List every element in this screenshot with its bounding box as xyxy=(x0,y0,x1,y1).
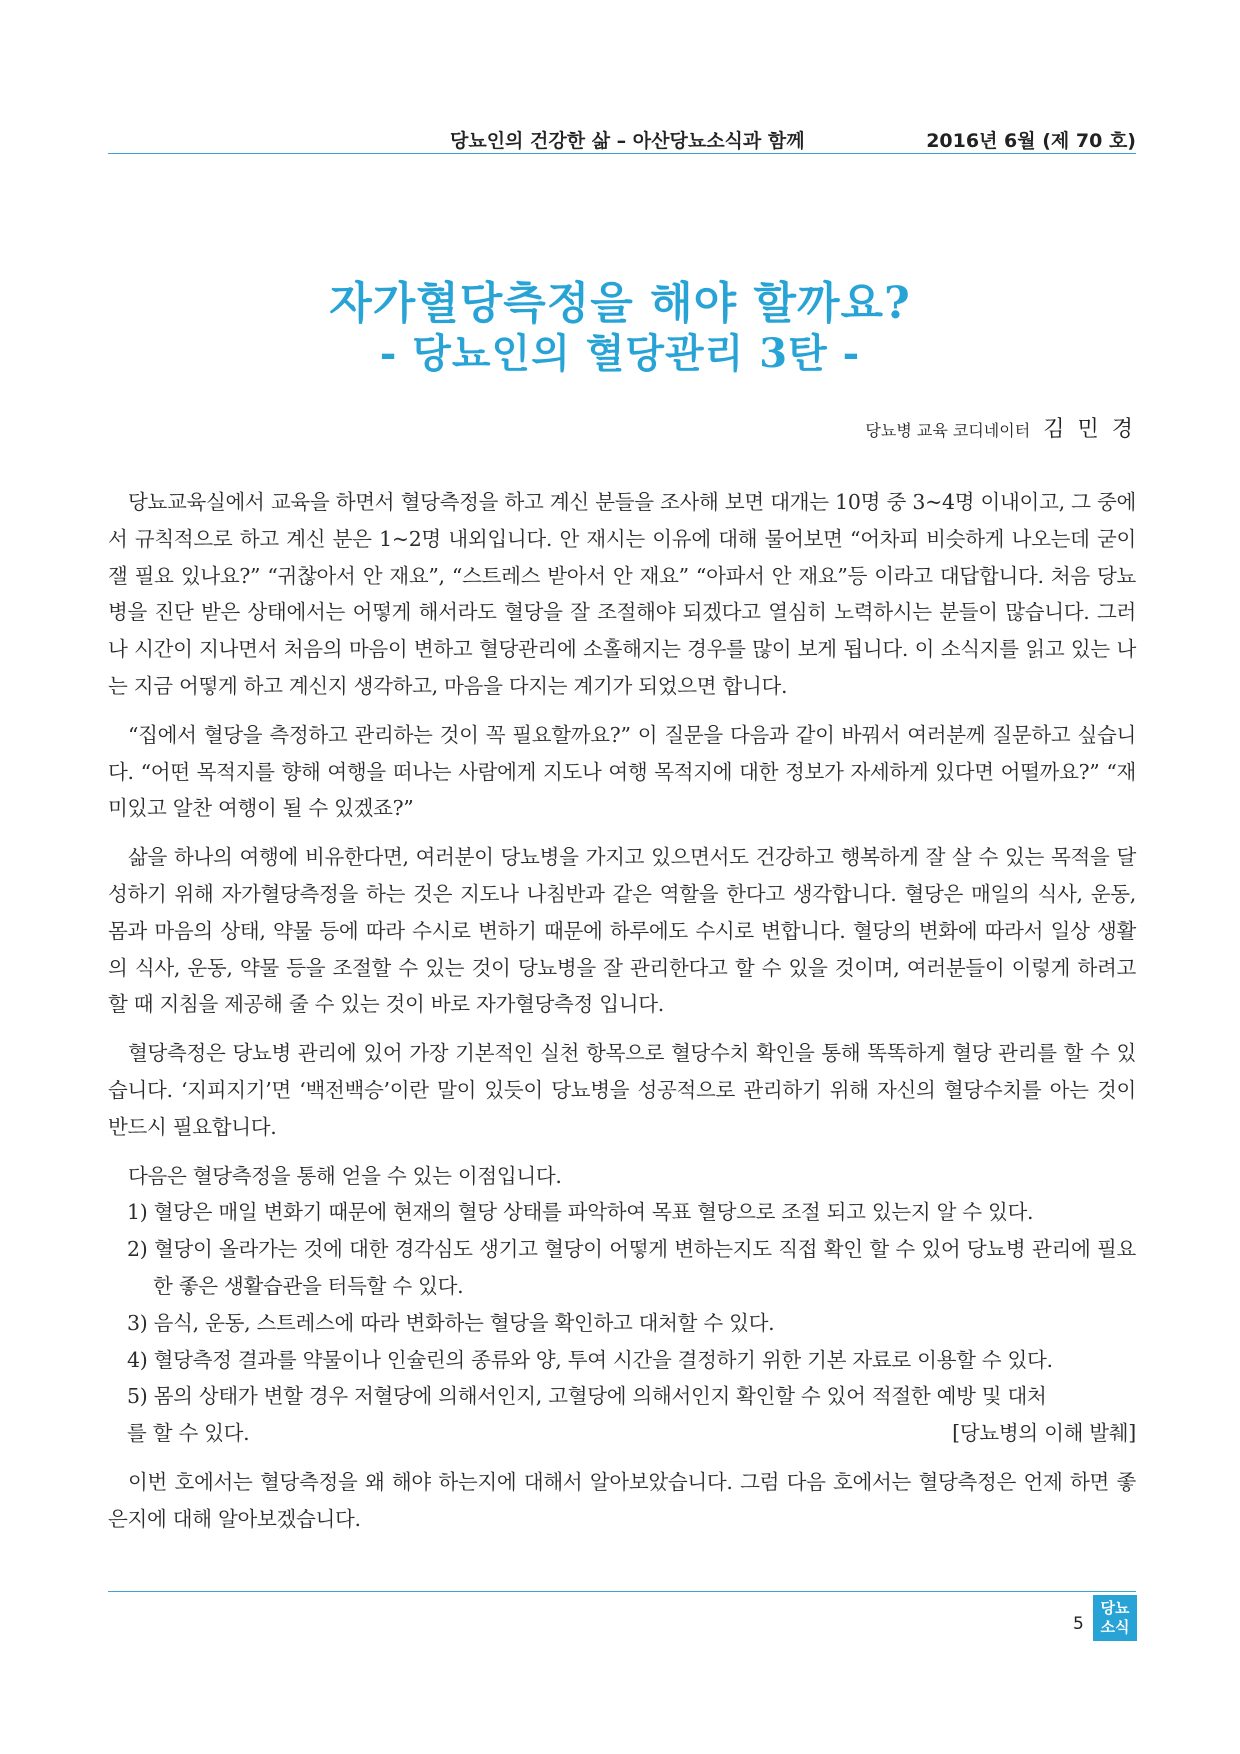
closing-paragraph: 이번 호에서는 혈당측정을 왜 해야 하는지에 대해서 알아보았습니다. 그럼 다음 호에서는 혈당측정은 언제 하면 좋은지에 대해 알아보겠습니다. xyxy=(108,1469,1136,1531)
byline xyxy=(865,412,1136,443)
badge-line-2: 소식 xyxy=(1100,1618,1130,1636)
header-publication-title: 당뇨인의 건강한 삶 – 아산당뇨소식과 함께 xyxy=(450,130,805,152)
list-item: 3) 음식, 운동, 스트레스에 따라 변화하는 혈당을 확인하고 대처할 수 있다. xyxy=(127,1310,775,1335)
author-name: 김 민 경 xyxy=(1043,417,1136,442)
benefits-intro: 다음은 혈당측정을 통해 얻을 수 있는 이점입니다. xyxy=(128,1163,562,1188)
list-item-text: 5) 몸의 상태가 변할 경우 저혈당에 의해서인지, 고혈당에 의해서인지 확인할 수 있어 적절한 예방 및 대처 xyxy=(127,1384,1047,1409)
list-item-continuation: 를 할 수 있다. xyxy=(127,1421,250,1446)
header-divider xyxy=(108,153,1136,154)
article-title: 자가혈당측정을 해야 할까요? xyxy=(329,278,911,330)
list-item: 1) 혈당은 매일 변화기 때문에 현재의 혈당 상태를 파악하여 목표 혈당으로 조절 되고 있는지 알 수 있다. xyxy=(127,1200,1034,1225)
running-header xyxy=(108,120,1136,152)
newsletter-badge xyxy=(1093,1595,1137,1641)
header-issue-date: 2016년 6월 (제 70 호) xyxy=(926,130,1136,152)
benefits-list xyxy=(108,1194,1136,1452)
paragraph: “집에서 혈당을 측정하고 관리하는 것이 꼭 필요할까요?” 이 질문을 다음과 같이 바꿔서 여러분께 질문하고 싶습니다. “어떤 목적지를 향해 여행을 떠나는 사람에게 지도나 여행 목적지에 대한 정보가 자세하게 있다면 어떨까요?” “재미있고 알찬 여행이 될 수 있겠죠?” xyxy=(108,722,1136,821)
page-number: 5 xyxy=(1073,1614,1084,1634)
footer-divider xyxy=(108,1591,1136,1592)
list-item-last-line xyxy=(127,1415,1136,1452)
list-item: 4) 혈당측정 결과를 약물이나 인슐린의 종류와 양, 투여 시간을 결정하기 위한 기본 자료로 이용할 수 있다. xyxy=(127,1347,1053,1372)
article-body xyxy=(108,484,1136,1550)
paragraph: 삶을 하나의 여행에 비유한다면, 여러분이 당뇨병을 가지고 있으면서도 건강하고 행복하게 잘 살 수 있는 목적을 달성하기 위해 자가혈당측정을 하는 것은 지도나 나침반과 같은 역할을 한다고 생각합니다. 혈당은 매일의 식사, 운동, 몸과 마음의 상태, 약물 등에 따라 수시로 변하기 때문에 하루에도 수시로 변합니다. 혈당의 변화에 따라서 일상 생활의 식사, 운동, 약물 등을 조절할 수 있는 것이 당뇨병을 잘 관리한다고 할 수 있을 것이며, 여러분들이 이렇게 하려고 할 때 지침을 제공해 줄 수 있는 것이 바로 자가혈당측정 입니다. xyxy=(108,845,1136,1017)
source-citation: [당뇨병의 이해 발췌] xyxy=(952,1421,1136,1446)
author-role: 당뇨병 교육 코디네이터 xyxy=(865,421,1031,440)
paragraph: 혈당측정은 당뇨병 관리에 있어 가장 기본적인 실천 항목으로 혈당수치 확인을 통해 똑똑하게 혈당 관리를 할 수 있습니다. ‘지피지기’면 ‘백전백승’이란 말이 있듯이 당뇨병을 성공적으로 관리하기 위해 자신의 혈당수치를 아는 것이 반드시 필요합니다. xyxy=(108,1041,1136,1139)
list-item xyxy=(108,1378,1136,1452)
badge-line-1: 당뇨 xyxy=(1100,1599,1130,1617)
paragraph: 당뇨교육실에서 교육을 하면서 혈당측정을 하고 계신 분들을 조사해 보면 대개는 10명 중 3~4명 이내이고, 그 중에서 규칙적으로 하고 계신 분은 1~2명 내외입니다. 안 재시는 이유에 대해 물어보면 “어차피 비슷하게 나오는데 굳이 잴 필요 있나요?” “귀찮아서 안 재요”, “스트레스 받아서 안 재요” “아파서 안 재요”등 이라고 대답합니다. 처음 당뇨병을 진단 받은 상태에서는 어떻게 해서라도 혈당을 잘 조절해야 되겠다고 열심히 노력하시는 분들이 많습니다. 그러나 시간이 지나면서 처음의 마음이 변하고 혈당관리에 소홀해지는 경우를 많이 보게 됩니다. 이 소식지를 읽고 있는 나는 지금 어떻게 하고 계신지 생각하고, 마음을 다지는 계기가 되었으면 합니다. xyxy=(108,490,1136,698)
list-item: 2) 혈당이 올라가는 것에 대한 경각심도 생기고 혈당이 어떻게 변하는지도 직접 확인 할 수 있어 당뇨병 관리에 필요한 좋은 생활습관을 터득할 수 있다. xyxy=(127,1237,1136,1298)
article-subtitle: - 당뇨인의 혈당관리 3탄 - xyxy=(379,330,861,377)
